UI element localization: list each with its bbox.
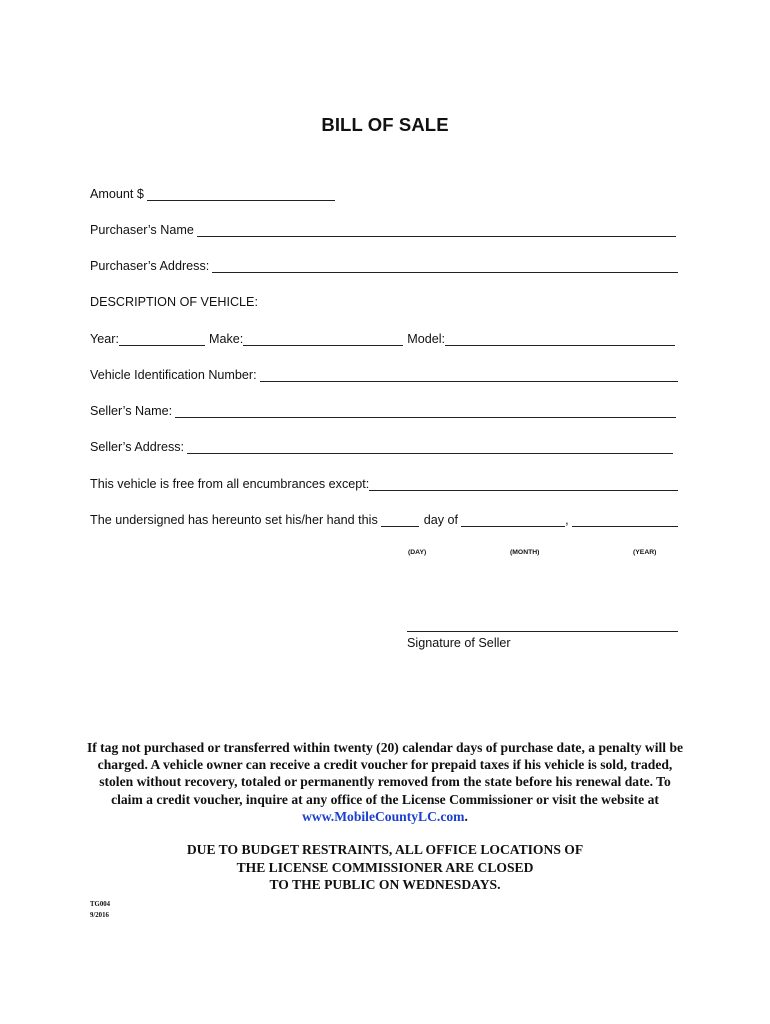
comma-separator: , (565, 513, 569, 527)
signature-label: Signature of Seller (407, 636, 511, 650)
closure-line-1: DUE TO BUDGET RESTRAINTS, ALL OFFICE LOCATIONS OF (186, 842, 584, 857)
day-of-label: day of (423, 513, 459, 527)
year-signed-field[interactable] (572, 514, 678, 527)
purchaser-name-field[interactable] (197, 224, 676, 237)
amount-field[interactable] (147, 188, 335, 201)
month-field[interactable] (461, 514, 565, 527)
seller-address-field[interactable] (187, 441, 673, 454)
form-code-block (90, 899, 110, 921)
purchaser-name-label: Purchaser’s Name (90, 223, 194, 237)
year-field[interactable] (119, 333, 205, 346)
document-title: BILL OF SALE (321, 114, 449, 135)
form-revision: 9/2016 (90, 912, 109, 919)
description-heading-row (90, 295, 258, 309)
make-field[interactable] (243, 333, 403, 346)
model-field[interactable] (445, 333, 675, 346)
amount-label: Amount $ (90, 187, 144, 201)
seller-name-label: Seller’s Name: (90, 404, 173, 418)
year-label: Year: (90, 332, 119, 346)
registration-notice (85, 739, 685, 825)
website-link[interactable]: www.MobileCountyLC.com (302, 808, 465, 824)
vin-field[interactable] (260, 369, 678, 382)
undersigned-label: The undersigned has hereunto set his/her hand this (90, 513, 378, 527)
purchaser-name-row (90, 223, 676, 237)
encumbrances-field[interactable] (369, 478, 678, 491)
year-make-model-row (90, 332, 675, 346)
model-label: Model: (407, 332, 446, 346)
month-caption: (MONTH) (510, 549, 540, 556)
closure-line-3: TO THE PUBLIC ON WEDNESDAYS. (269, 877, 501, 892)
signature-field[interactable] (407, 631, 678, 632)
seller-name-field[interactable] (175, 405, 676, 418)
form-code: TG004 (90, 901, 111, 908)
office-closure-notice (85, 841, 685, 894)
purchaser-address-label: Purchaser’s Address: (90, 259, 210, 273)
amount-row (90, 187, 340, 201)
seller-address-row (90, 440, 673, 454)
purchaser-address-field[interactable] (212, 260, 678, 273)
notice-end: . (464, 808, 468, 824)
seller-name-row (90, 404, 676, 418)
vin-row (90, 368, 678, 382)
day-field[interactable] (381, 514, 419, 527)
seller-address-label: Seller’s Address: (90, 440, 185, 454)
day-caption: (DAY) (408, 549, 427, 556)
make-label: Make: (208, 332, 244, 346)
closure-line-2: THE LICENSE COMMISSIONER ARE CLOSED (236, 859, 534, 875)
purchaser-address-row (90, 259, 678, 273)
vin-label: Vehicle Identification Number: (90, 368, 257, 382)
encumbrances-label: This vehicle is free from all encumbrances except: (90, 477, 370, 491)
notice-text: If tag not purchased or transferred within twenty (20) calendar days of purchase date, a penalty will be charged. A vehicle owner can receive a credit voucher for prepaid taxes if his vehicle is sold, traded, stolen without recovery, totaled or permanently removed from the state before his renewal date. To claim a credit voucher, inquire at any office of the License Commissioner or visit the website at (86, 740, 684, 807)
year-caption: (YEAR) (633, 549, 657, 556)
description-heading: DESCRIPTION OF VEHICLE: (90, 295, 258, 309)
encumbrances-row (90, 477, 678, 491)
undersigned-row (90, 513, 678, 527)
